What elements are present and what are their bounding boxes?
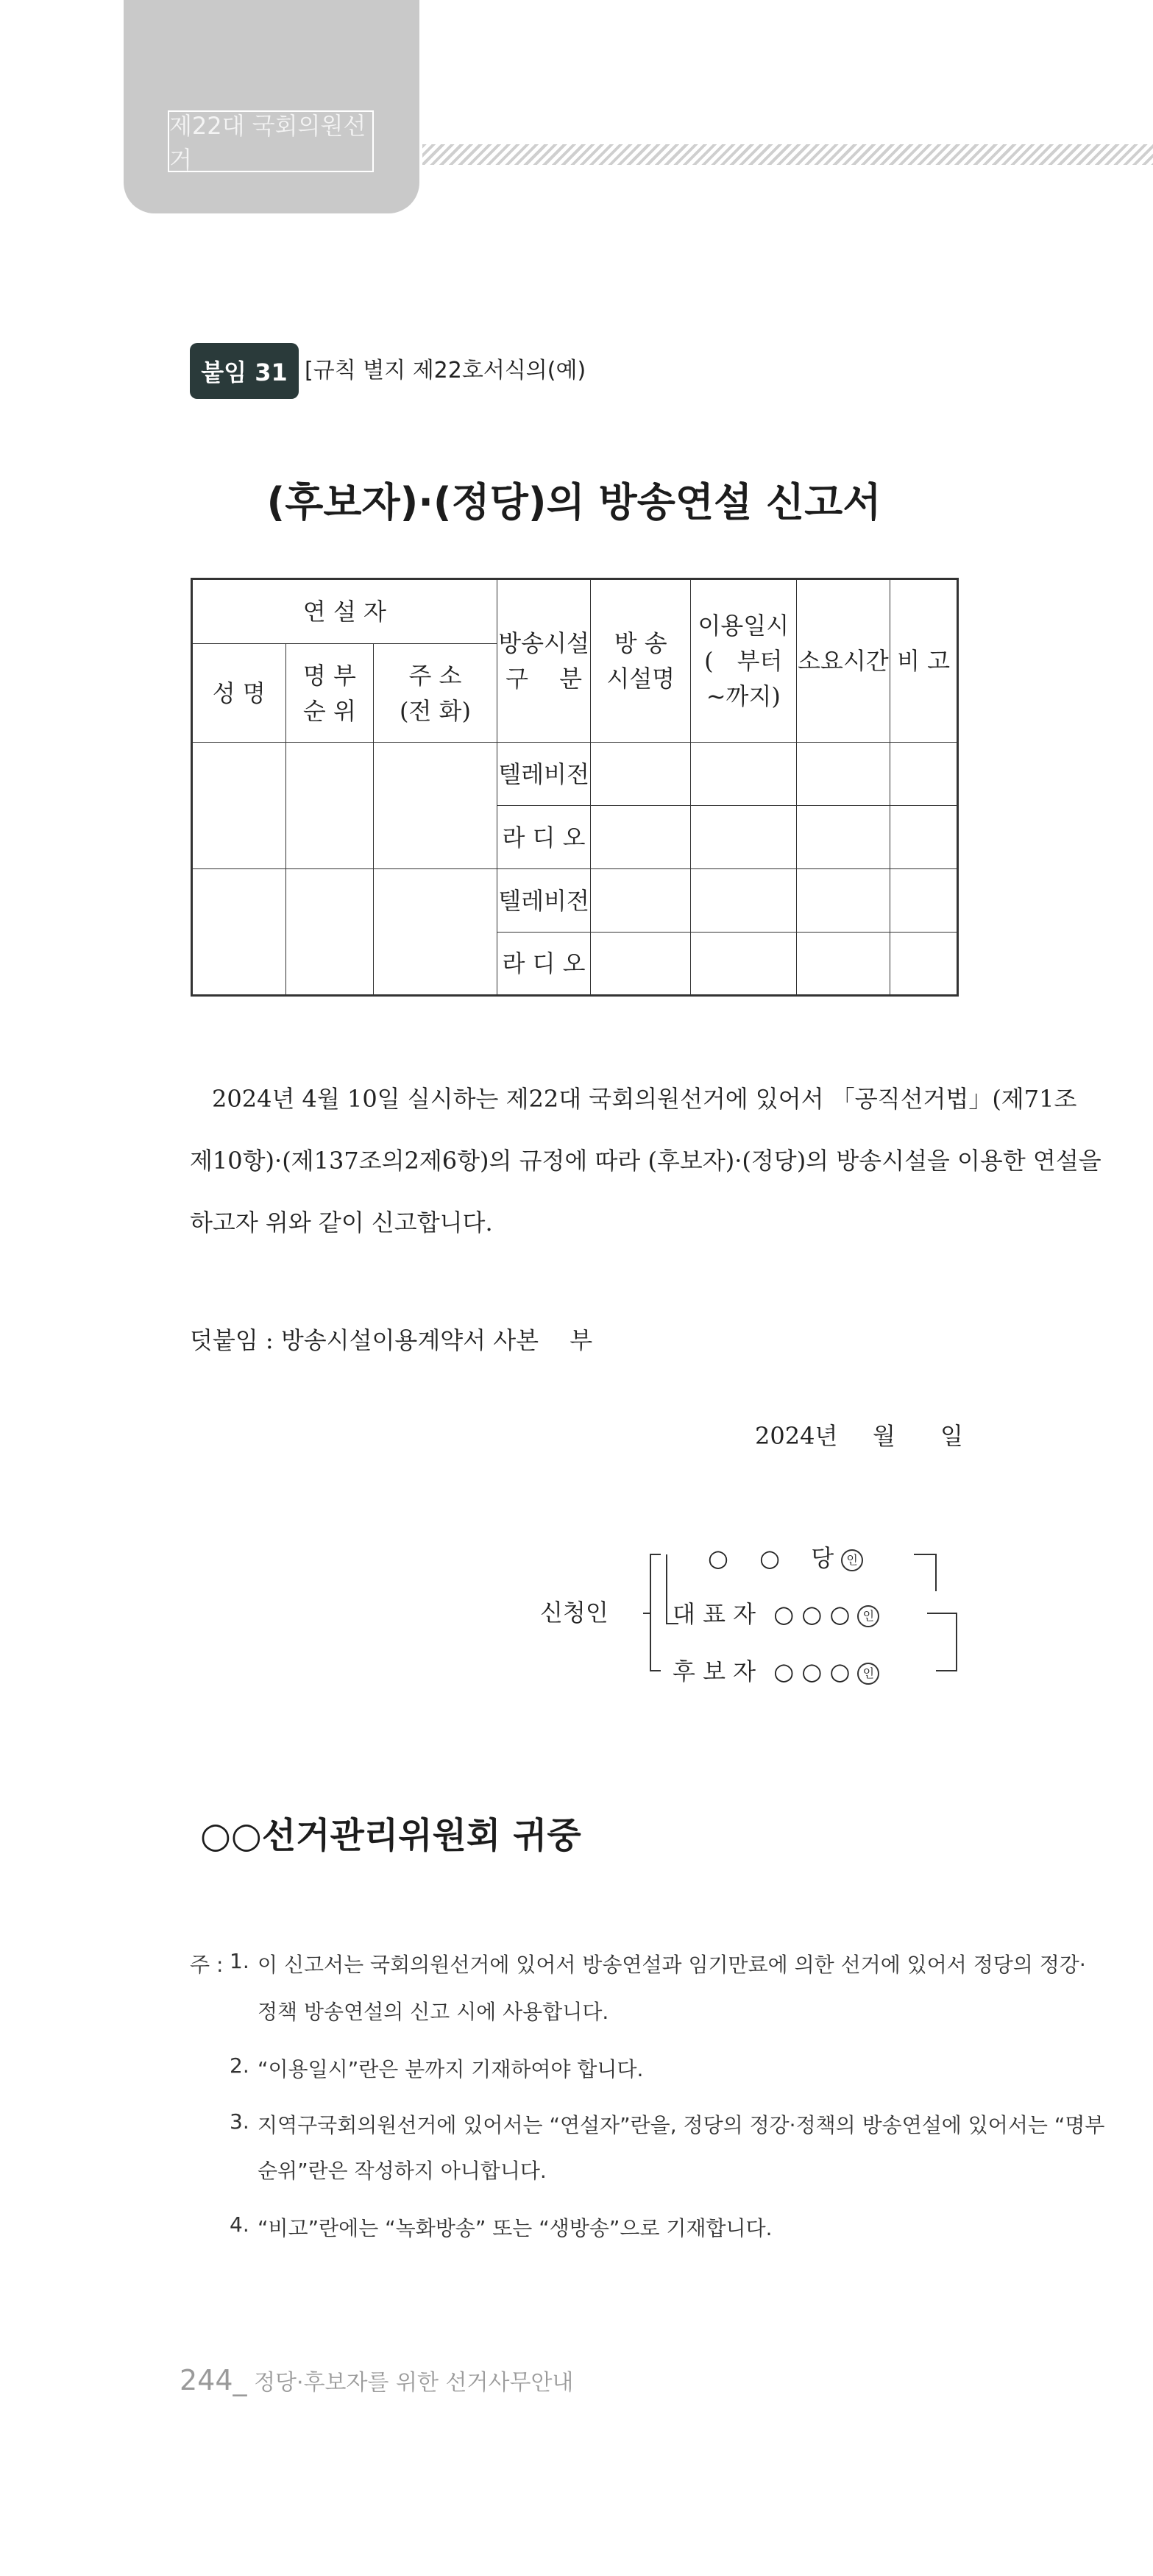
table-cell — [285, 869, 374, 996]
facility-type-header-line2: 구 분 — [505, 665, 583, 693]
table-cell — [591, 806, 691, 869]
applicant-candidate — [673, 1653, 879, 1687]
table-cell — [796, 933, 890, 996]
usage-date-header-line1: 이용일시 — [698, 612, 790, 640]
report-table — [191, 578, 959, 997]
date-year: 2024년 — [755, 1422, 838, 1450]
table-cell — [591, 933, 691, 996]
table-cell — [374, 869, 497, 996]
note-2-number: 2. — [230, 2053, 249, 2078]
seal-icon: 인 — [857, 1605, 879, 1627]
rank-header-line1: 명 부 — [302, 661, 356, 690]
applicant-representative — [673, 1596, 879, 1630]
table-cell — [796, 743, 890, 806]
media-cell: 라 디 오 — [497, 933, 591, 996]
page-number: 244_ — [180, 2364, 247, 2396]
note-4-line1: “비고”란에는 “녹화방송” 또는 “생방송”으로 기재합니다. — [258, 2216, 773, 2240]
header-tab — [124, 0, 419, 213]
body-line-1: 2024년 4월 10일 실시하는 제22대 국회의원선거에 있어서 「공직선거법」(제71조 — [212, 1085, 1077, 1113]
address-header-line2: (전 화) — [399, 696, 471, 725]
usage-date-header-line2: ( 부터 — [704, 647, 783, 675]
table-cell — [591, 743, 691, 806]
note-3-line1: 지역구국회의원선거에 있어서는 “연설자”란을, 정당의 정강·정책의 방송연설에 있어서는 “명부 — [258, 2113, 1105, 2137]
rank-header-line2: 순 위 — [302, 696, 356, 725]
rank-header — [285, 644, 374, 743]
table-cell — [691, 933, 797, 996]
table-cell — [890, 869, 958, 933]
table-cell — [890, 743, 958, 806]
table-cell — [691, 806, 797, 869]
footer-text: 정당·후보자를 위한 선거사무안내 — [254, 2370, 574, 2396]
table-cell — [591, 869, 691, 933]
seal-icon: 인 — [841, 1549, 863, 1571]
attachment-note: [규칙 별지 제22호서식의(예) — [305, 358, 586, 383]
note-2-line1: “이용일시”란은 분까지 기재하여야 합니다. — [258, 2057, 644, 2081]
table-cell — [796, 806, 890, 869]
page-footer — [180, 2364, 573, 2396]
station-header-line2: 시설명 — [606, 665, 675, 693]
facility-type-header-line1: 방송시설 — [498, 629, 589, 657]
party-name: ○ ○ 당 — [708, 1544, 834, 1572]
remark-header: 비 고 — [890, 579, 958, 743]
address-header-line1: 주 소 — [408, 661, 462, 690]
form-title: (후보자)·(정당)의 방송연설 신고서 — [266, 479, 881, 526]
media-cell: 텔레비전 — [497, 743, 591, 806]
candidate-label: 후 보 자 — [673, 1657, 756, 1685]
media-cell: 텔레비전 — [497, 869, 591, 933]
table-cell — [192, 869, 286, 996]
section-label: 제22대 국회의원선거 — [168, 110, 374, 172]
address-header — [374, 644, 497, 743]
note-1-line1: 이 신고서는 국회의원선거에 있어서 방송연설과 임기만료에 의한 선거에 있어서 정당의 정강· — [258, 1953, 1086, 1977]
applicant-label: 신청인 — [540, 1599, 609, 1627]
media-cell: 라 디 오 — [497, 806, 591, 869]
representative-label: 대 표 자 — [673, 1600, 756, 1628]
seal-icon: 인 — [857, 1663, 879, 1685]
table-cell — [890, 933, 958, 996]
facility-type-header — [497, 579, 591, 743]
body-line-2: 제10항)·(제137조의2제6항)의 규정에 따라 (후보자)·(정당)의 방송시설을 이용한 연설을 — [190, 1147, 1101, 1175]
table-cell — [285, 743, 374, 869]
header-stripe — [422, 144, 1153, 165]
usage-date-header — [691, 579, 797, 743]
body-line-3: 하고자 위와 같이 신고합니다. — [190, 1209, 493, 1236]
note-1-number: 1. — [230, 1949, 249, 1973]
date-month: 월 — [873, 1422, 895, 1450]
note-3-line2: 순위”란은 작성하지 아니합니다. — [258, 2159, 547, 2183]
table-cell — [691, 743, 797, 806]
table-cell — [796, 869, 890, 933]
candidate-name: ○ ○ ○ — [773, 1657, 851, 1685]
table-cell — [192, 743, 286, 869]
enclosure-line: 덧붙임 : 방송시설이용계약서 사본 부 — [190, 1326, 593, 1354]
usage-date-header-line3: ~까지) — [706, 682, 781, 710]
name-header: 성 명 — [192, 644, 286, 743]
note-4-number: 4. — [230, 2212, 249, 2237]
commission-addressee: ○○선거관리위원회 귀중 — [200, 1815, 581, 1856]
applicant-party — [708, 1540, 863, 1574]
station-header-line1: 방 송 — [614, 629, 667, 657]
table-cell — [374, 743, 497, 869]
date-day: 일 — [940, 1422, 963, 1450]
attachment-badge: 붙임 31 — [190, 343, 299, 399]
representative-name: ○ ○ ○ — [773, 1600, 851, 1628]
table-row — [192, 869, 958, 933]
duration-header: 소요시간 — [796, 579, 890, 743]
notes-prefix: 주 : — [190, 1953, 224, 1977]
station-header — [591, 579, 691, 743]
table-row — [192, 743, 958, 806]
note-1-line2: 정책 방송연설의 신고 시에 사용합니다. — [258, 2000, 609, 2024]
table-cell — [890, 806, 958, 869]
speaker-group-header: 연 설 자 — [192, 579, 497, 644]
table-cell — [691, 869, 797, 933]
note-3-number: 3. — [230, 2109, 249, 2134]
